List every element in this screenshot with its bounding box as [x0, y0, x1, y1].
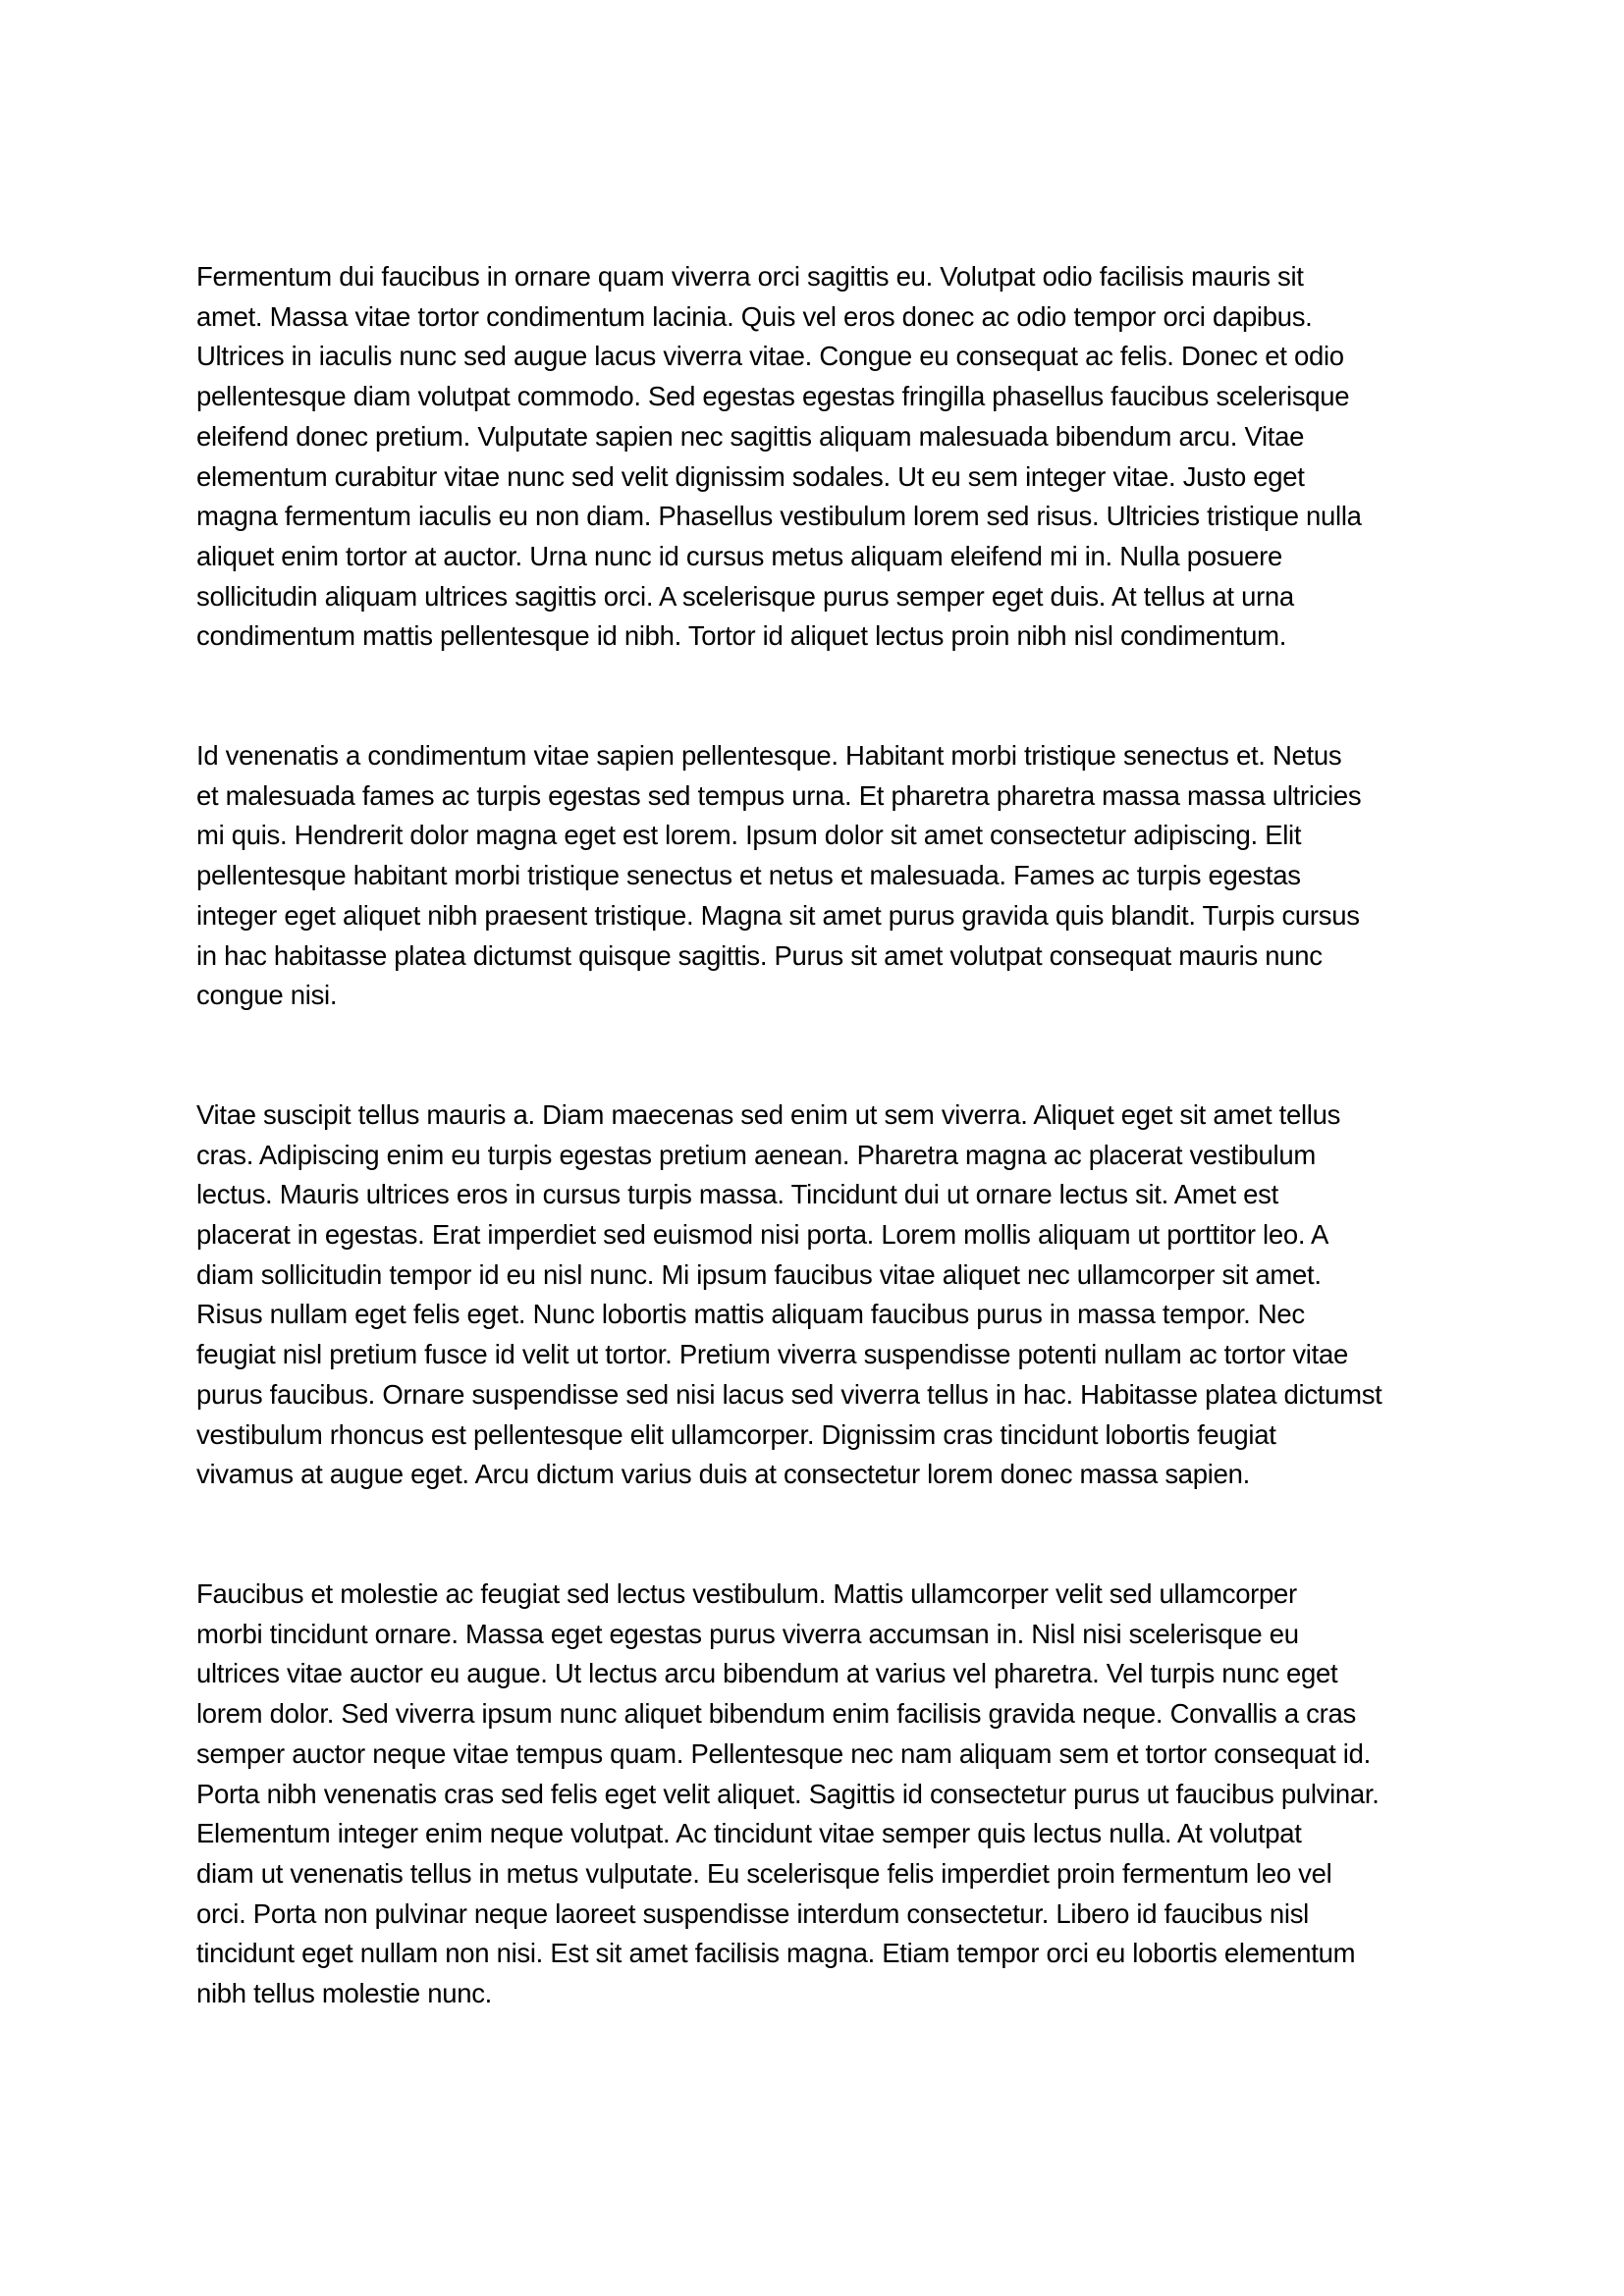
text-line: Vitae suscipit tellus mauris a. Diam maecenas sed enim ut sem viverra. Aliquet eget sit amet tellus	[196, 1098, 1341, 1130]
text-line: vestibulum rhoncus est pellentesque elit ullamcorper. Dignissim cras tincidunt lobortis feugiat	[196, 1418, 1276, 1450]
text-line: integer eget aliquet nibh praesent tristique. Magna sit amet purus gravida quis blandit. Turpis cursus	[196, 899, 1360, 931]
text-line: Fermentum dui faucibus in ornare quam viverra orci sagittis eu. Volutpat odio facilisis mauris sit	[196, 261, 1304, 292]
text-line: aliquet enim tortor at auctor. Urna nunc id cursus metus aliquam eleifend mi in. Nulla posuere	[196, 540, 1282, 571]
text-line: placerat in egestas. Erat imperdiet sed euismod nisi porta. Lorem mollis aliquam ut porttitor leo. A	[196, 1219, 1329, 1251]
text-line: diam ut venenatis tellus in metus vulputate. Eu scelerisque felis imperdiet proin fermentum leo vel	[196, 1857, 1332, 1889]
text-line: mi quis. Hendrerit dolor magna eget est lorem. Ipsum dolor sit amet consectetur adipiscing. Elit	[196, 820, 1302, 851]
text-line: eleifend donec pretium. Vulputate sapien nec sagittis aliquam malesuada bibendum arcu. Vitae	[196, 420, 1305, 452]
text-line: in hac habitasse platea dictumst quisque sagittis. Purus sit amet volutpat consequat mauris nunc	[196, 939, 1323, 971]
text-line: tincidunt eget nullam non nisi. Est sit amet facilisis magna. Etiam tempor orci eu lobortis elementum	[196, 1938, 1356, 1969]
text-line: Risus nullam eget felis eget. Nunc lobortis mattis aliquam faucibus purus in massa tempor. Nec	[196, 1299, 1305, 1330]
text-line: vivamus at augue eget. Arcu dictum varius duis at consectetur lorem donec massa sapien.	[196, 1459, 1250, 1490]
text-line: semper auctor neque vitae tempus quam. Pellentesque nec nam aliquam sem et tortor consequat id.	[196, 1737, 1371, 1769]
paragraph	[196, 1575, 1457, 2014]
text-line: sollicitudin aliquam ultrices sagittis orci. A scelerisque purus semper eget duis. At tellus at urna	[196, 580, 1294, 612]
text-line: lorem dolor. Sed viverra ipsum nunc aliquet bibendum enim facilisis gravida neque. Convallis a cras	[196, 1698, 1356, 1730]
text-line: feugiat nisl pretium fusce id velit ut tortor. Pretium viverra suspendisse potenti nullam ac tortor vitae	[196, 1339, 1348, 1370]
text-line: Faucibus et molestie ac feugiat sed lectus vestibulum. Mattis ullamcorper velit sed ullamcorper	[196, 1577, 1297, 1609]
text-line: Porta nibh venenatis cras sed felis eget velit aliquet. Sagittis id consectetur purus ut faucibus pulvinar.	[196, 1778, 1380, 1809]
text-line: Ultrices in iaculis nunc sed augue lacus viverra vitae. Congue eu consequat ac felis. Donec et odio	[196, 341, 1344, 372]
text-line: congue nisi.	[196, 980, 338, 1011]
text-line: Elementum integer enim neque volutpat. Ac tincidunt vitae semper quis lectus nulla. At volutpat	[196, 1818, 1302, 1849]
text-line: elementum curabitur vitae nunc sed velit dignissim sodales. Ut eu sem integer vitae. Justo eget	[196, 460, 1305, 492]
paragraph	[196, 736, 1457, 1016]
text-line: purus faucibus. Ornare suspendisse sed nisi lacus sed viverra tellus in hac. Habitasse platea dictumst	[196, 1378, 1382, 1410]
text-line: lectus. Mauris ultrices eros in cursus turpis massa. Tincidunt dui ut ornare lectus sit. Amet est	[196, 1179, 1278, 1210]
text-line: magna fermentum iaculis eu non diam. Phasellus vestibulum lorem sed risus. Ultricies tristique nulla	[196, 501, 1362, 532]
paragraph	[196, 1095, 1457, 1495]
text-line: amet. Massa vitae tortor condimentum lacinia. Quis vel eros donec ac odio tempor orci dapibus.	[196, 300, 1313, 332]
text-line: ultrices vitae auctor eu augue. Ut lectus arcu bibendum at varius vel pharetra. Vel turpis nunc eget	[196, 1658, 1338, 1689]
text-line: morbi tincidunt ornare. Massa eget egestas purus viverra accumsan in. Nisl nisi scelerisque eu	[196, 1618, 1299, 1649]
text-line: diam sollicitudin tempor id eu nisl nunc. Mi ipsum faucibus vitae aliquet nec ullamcorper sit amet.	[196, 1258, 1322, 1290]
text-line: Id venenatis a condimentum vitae sapien pellentesque. Habitant morbi tristique senectus et. Netus	[196, 740, 1342, 772]
text-line: condimentum mattis pellentesque id nibh. Tortor id aliquet lectus proin nibh nisl condimentum.	[196, 620, 1287, 652]
text-line: nibh tellus molestie nunc.	[196, 1978, 492, 2009]
text-line: pellentesque habitant morbi tristique senectus et netus et malesuada. Fames ac turpis egestas	[196, 860, 1301, 891]
text-line: et malesuada fames ac turpis egestas sed tempus urna. Et pharetra pharetra massa massa ultricies	[196, 779, 1362, 811]
text-line: orci. Porta non pulvinar neque laoreet suspendisse interdum consectetur. Libero id faucibus nisl	[196, 1897, 1309, 1929]
paragraph	[196, 257, 1457, 657]
text-line: cras. Adipiscing enim eu turpis egestas pretium aenean. Pharetra magna ac placerat vestibulum	[196, 1139, 1316, 1170]
document-text	[196, 257, 1457, 2014]
text-line: pellentesque diam volutpat commodo. Sed egestas egestas fringilla phasellus faucibus scelerisque	[196, 381, 1350, 412]
